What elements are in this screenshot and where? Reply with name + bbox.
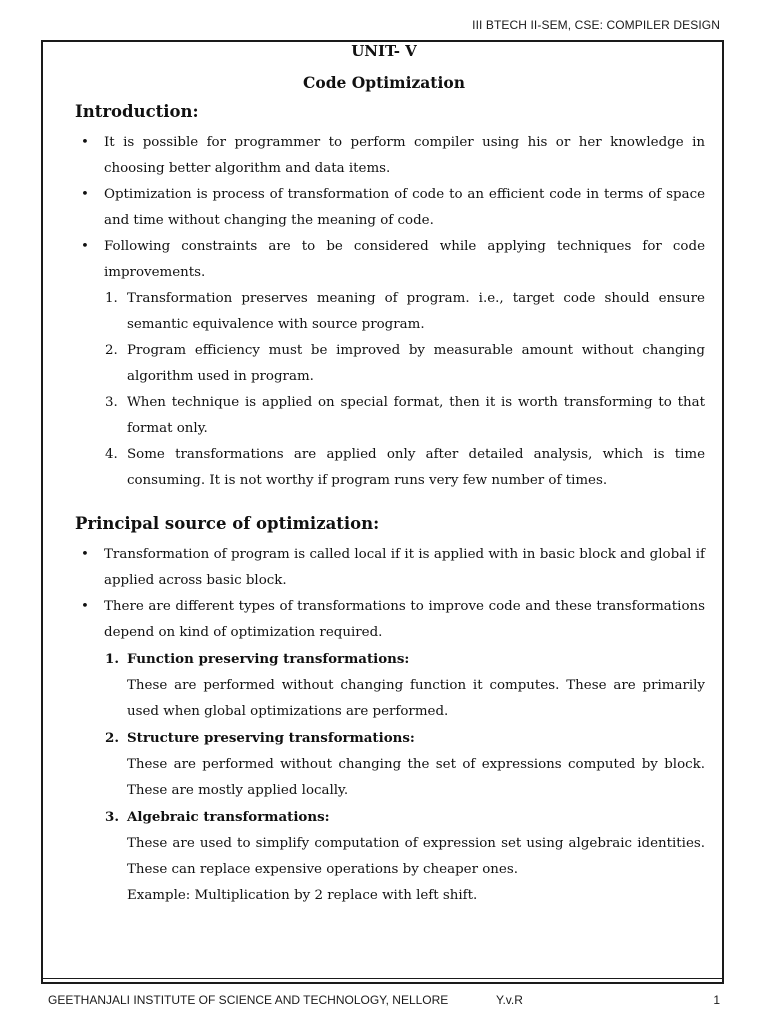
transformation-item	[75, 804, 705, 909]
constraint-item	[75, 390, 705, 442]
bullet-item: • Optimization is process of transformation of code to an efficient code in terms of space and time without changing the meaning of code.	[75, 182, 705, 234]
transformation-description: These are performed without changing the set of expressions computed by block. These are mostly applied locally.	[127, 757, 705, 798]
transformation-example: Example: Multiplication by 2 replace with left shift.	[127, 888, 478, 903]
bullet-item: • There are different types of transformations to improve code and these transformations depend on kind of optimization required.	[75, 594, 705, 646]
running-footer	[48, 993, 720, 1009]
constraint-number: 2.	[105, 343, 118, 358]
transformation-item	[75, 725, 705, 804]
transformation-title: Structure preserving transformations:	[127, 730, 415, 746]
constraint-item	[75, 442, 705, 494]
principal-source-section	[75, 542, 705, 909]
constraint-number: 3.	[105, 395, 118, 410]
principal-source-heading: Principal source of optimization:	[75, 514, 380, 533]
transformation-title: Function preserving transformations:	[127, 651, 410, 667]
constraint-text: Program efficiency must be improved by measurable amount without changing algorithm used in program.	[127, 343, 705, 384]
bullet-item: • It is possible for programmer to perform compiler using his or her knowledge in choosing better algorithm and data items.	[75, 130, 705, 182]
constraint-item	[75, 338, 705, 390]
constraint-text: Transformation preserves meaning of program. i.e., target code should ensure semantic equivalence with source program.	[127, 291, 705, 332]
bullet-item: • Following constraints are to be considered while applying techniques for code improvements.	[75, 234, 705, 286]
bullet-item: • Transformation of program is called local if it is applied with in basic block and global if applied across basic block.	[75, 542, 705, 594]
unit-title: UNIT- V	[351, 42, 417, 60]
constraint-text: Some transformations are applied only after detailed analysis, which is time consuming. It is not worthy if program runs very few number of times.	[127, 447, 705, 488]
transformation-number: 3.	[105, 809, 119, 825]
transformation-title: Algebraic transformations:	[127, 809, 330, 825]
constraint-text: When technique is applied on special format, then it is worth transforming to that format only.	[127, 395, 705, 436]
footer-author: Y.v.R	[496, 993, 523, 1007]
constraint-number: 4.	[105, 447, 118, 462]
transformation-item	[75, 646, 705, 725]
page-title: Code Optimization	[303, 73, 465, 92]
transformation-description: These are used to simplify computation of expression set using algebraic identities. These can replace expensive operations by cheaper ones.	[127, 836, 705, 877]
transformation-number: 1.	[105, 651, 119, 667]
running-header: III BTECH II-SEM, CSE: COMPILER DESIGN	[472, 18, 720, 32]
constraint-item	[75, 286, 705, 338]
constraint-number: 1.	[105, 291, 118, 306]
introduction-heading: Introduction:	[75, 102, 199, 121]
transformation-number: 2.	[105, 730, 119, 746]
footer-institution: GEETHANJALI INSTITUTE OF SCIENCE AND TECHNOLOGY, NELLORE	[48, 993, 449, 1007]
page-number: 1	[713, 993, 720, 1007]
introduction-section	[75, 130, 705, 494]
transformation-description: These are performed without changing function it computes. These are primarily used when global optimizations are performed.	[127, 678, 705, 719]
